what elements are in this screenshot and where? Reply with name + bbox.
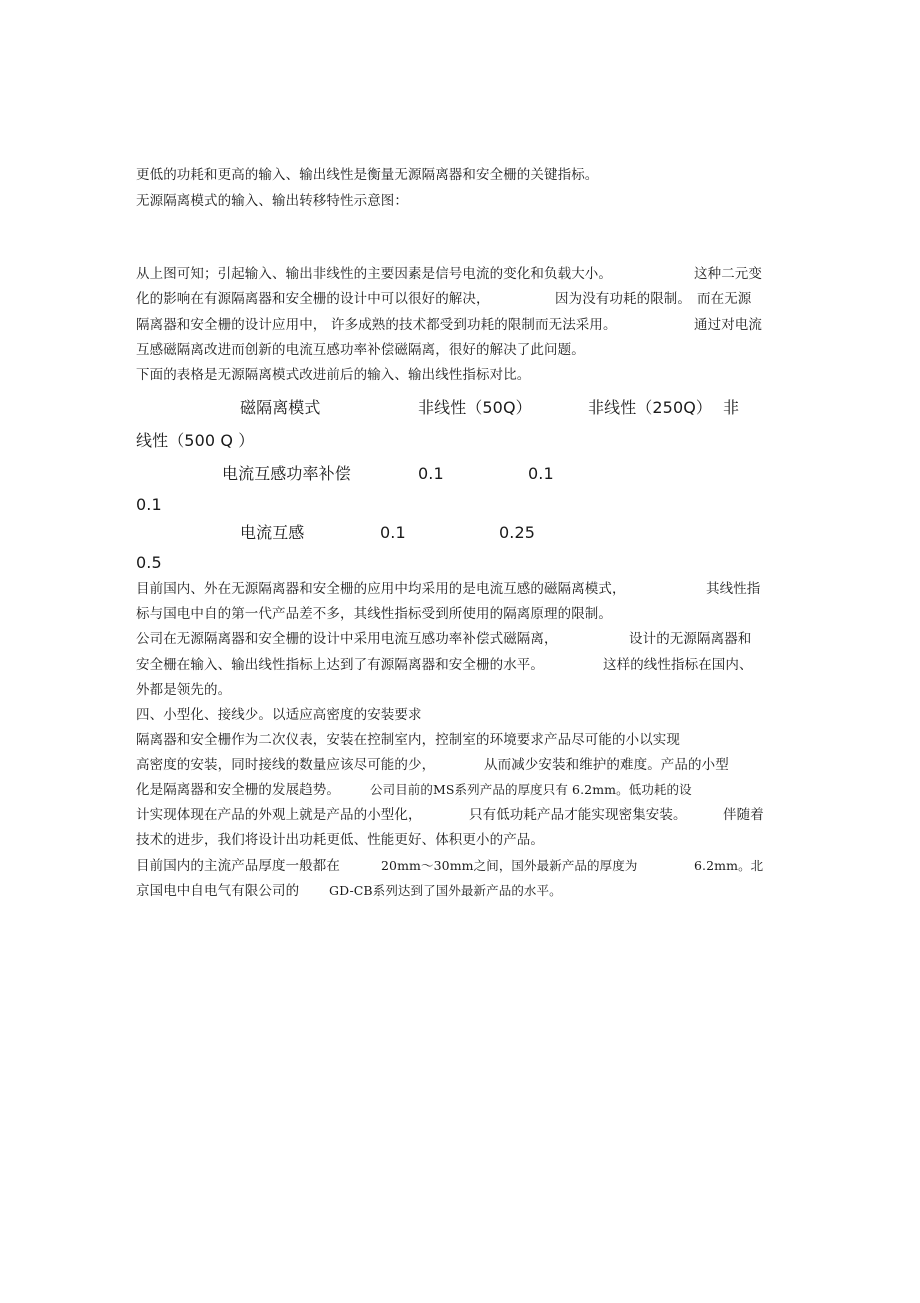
section-heading: 四、小型化、接线少。以适应高密度的安装要求 — [136, 707, 422, 723]
paragraph-line: 这种二元变 — [694, 266, 762, 282]
paragraph-line: 而在无源 — [697, 291, 752, 307]
paragraph-line: 无源隔离模式的输入、输出转移特性示意图： — [136, 193, 408, 209]
paragraph-line: 20mm～30mm之间，国外最新产品的厚度为 — [381, 858, 638, 873]
paragraph-line: 目前国内的主流产品厚度一般都在 — [136, 858, 340, 874]
paragraph-line: 计实现体现在产品的外观上就是产品的小型化， — [136, 807, 422, 823]
paragraph-line: 化的影响在有源隔离器和安全栅的设计中可以很好的解决， — [136, 291, 490, 307]
table-cell: 0.1 — [380, 523, 406, 542]
table-row-2-name: 电流互感 — [240, 523, 305, 542]
paragraph-line: 安全栅在输入、输出线性指标上达到了有源隔离器和安全栅的水平。 — [136, 657, 544, 673]
table-cell: 0.1 — [418, 464, 444, 483]
paragraph-line: 设计的无源隔离器和 — [629, 631, 752, 647]
table-header-mode: 磁隔离模式 — [240, 398, 321, 417]
paragraph-line: 因为没有功耗的限制。 — [555, 291, 691, 307]
paragraph-line: 从而减少安装和维护的难度。产品的小型 — [484, 757, 729, 773]
paragraph-line: 标与国电中自的第一代产品差不多，其线性指标受到所使用的隔离原理的限制。 — [136, 606, 612, 622]
paragraph-line: 技术的进步，我们将设计出功耗更低、性能更好、体积更小的产品。 — [136, 832, 544, 848]
paragraph-line: 公司目前的MS系列产品的厚度只有 6.2mm。低功耗的设 — [370, 782, 692, 797]
table-header-50: 非线性（50Q） — [418, 398, 532, 417]
table-header-250: 非线性（250Q） — [588, 398, 713, 417]
paragraph-line: 6.2mm。北 — [694, 858, 764, 873]
paragraph-line: 高密度的安装，同时接线的数量应该尽可能的少， — [136, 757, 436, 773]
paragraph-line: 外都是领先的。 — [136, 682, 232, 698]
paragraph-line: 京国电中自电气有限公司的 — [136, 883, 300, 899]
paragraph-line: GD-CB系列达到了国外最新产品的水平。 — [329, 883, 562, 898]
table-row-1-name: 电流互感功率补偿 — [222, 464, 351, 483]
table-cell: 0.25 — [499, 523, 536, 542]
paragraph-line: 隔离器和安全栅的设计应用中， — [136, 317, 327, 333]
paragraph-line: 许多成熟的技术都受到功耗的限制而无法采用。 — [331, 317, 617, 333]
table-cell: 0.1 — [528, 464, 554, 483]
paragraph-line: 目前国内、外在无源隔离器和安全栅的应用中均采用的是电流互感的磁隔离模式， — [136, 581, 626, 597]
paragraph-line: 只有低功耗产品才能实现密集安装。 — [469, 807, 687, 823]
table-cell: 0.5 — [136, 553, 162, 572]
paragraph-line: 其线性指 — [706, 581, 761, 597]
paragraph-line: 化是隔离器和安全栅的发展趋势。 — [136, 782, 340, 798]
paragraph-line: 从上图可知；引起输入、输出非线性的主要因素是信号电流的变化和负载大小。 — [136, 266, 612, 282]
table-header-500-end: 线性（500 Q ） — [136, 431, 255, 450]
paragraph-line: 公司在无源隔离器和安全栅的设计中采用电流互感功率补偿式磁隔离， — [136, 631, 558, 647]
table-header-500-start: 非 — [723, 398, 740, 417]
paragraph-line: 隔离器和安全栅作为二次仪表，安装在控制室内，控制室的环境要求产品尽可能的小以实现 — [136, 732, 680, 748]
paragraph-line: 下面的表格是无源隔离模式改进前后的输入、输出线性指标对比。 — [136, 367, 531, 383]
paragraph-line: 这样的线性指标在国内、 — [603, 657, 753, 673]
paragraph-line: 伴随着 — [723, 807, 764, 823]
table-cell: 0.1 — [136, 495, 162, 514]
paragraph-line: 互感磁隔离改进而创新的电流互感功率补偿磁隔离，很好的解决了此问题。 — [136, 342, 585, 358]
paragraph-line: 更低的功耗和更高的输入、输出线性是衡量无源隔离器和安全栅的关键指标。 — [136, 167, 599, 183]
paragraph-line: 通过对电流 — [694, 317, 762, 333]
